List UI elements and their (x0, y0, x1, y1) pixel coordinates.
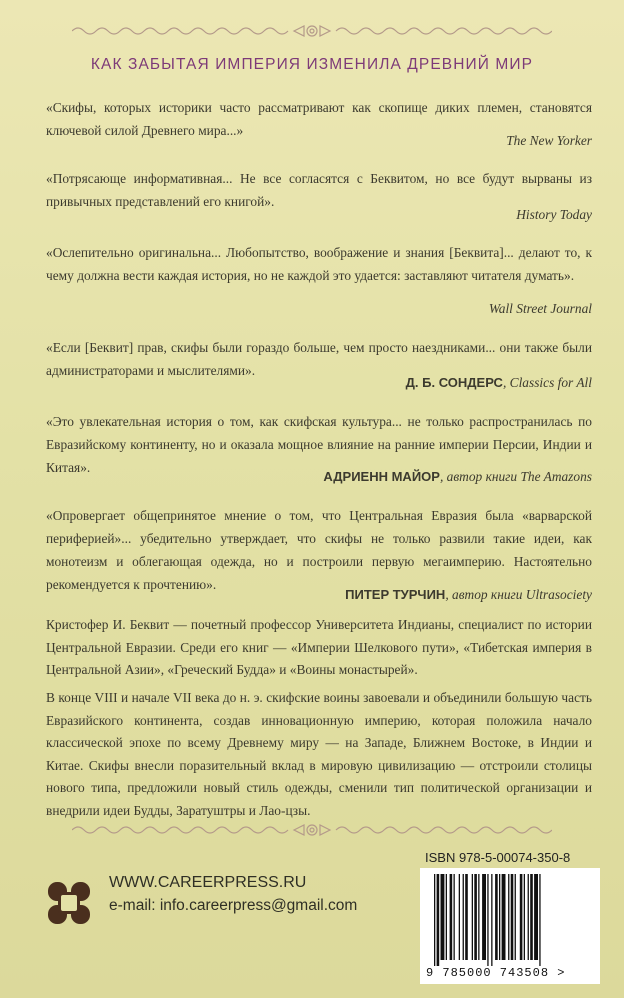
barcode-bar (520, 874, 523, 960)
quote-6-attribution: ПИТЕР ТУРЧИН, автор книги Ultrasociety (345, 587, 592, 602)
quote-3-text: «Ослепительно оригинальна... Любопытство, воображение и знания [Беквита]... делают то, к чему должна вести каждая история, но не каждой это удается: заставляют читателя думать». (46, 245, 592, 283)
book-description: В конце VIII и начале VII века до н. э. скифские воины завоевали и объединили большую часть Евразийского континента, создав инновационную империю, которая положила начало классической эпохе по всему Древнему миру — на Западе, Ближнем Востоке, в Индии и Китае. Скифы внесли поразительный вклад в мировую цивилизацию — отстроили столицы нового типа, предложили новый стиль одежды, сменили тип политической организации и внедрили идеи Будды, Заратуштры и Лао-цзы. (46, 690, 592, 818)
barcode-bar (478, 874, 479, 960)
barcode-bar (508, 874, 509, 960)
barcode-bar (434, 874, 435, 966)
quote-4-text: «Если [Беквит] прав, скифы были гораздо больше, чем просто наездниками... они также были администраторами и мыслителями». (46, 340, 592, 378)
barcode-bar (487, 874, 488, 966)
quote-2-source-name: History Today (516, 207, 592, 222)
barcode-bar (491, 874, 492, 966)
quote-3-source (489, 301, 592, 317)
quote-6-source: автор книги Ultrasociety (452, 587, 592, 602)
barcode-bar (459, 874, 460, 960)
barcode-bar (528, 874, 529, 960)
barcode-bar (511, 874, 514, 960)
quote-1-text: «Скифы, которых историки часто рассматривают как скопище диких племен, становятся ключевой силой Древнего мира...» (46, 100, 592, 138)
top-ornament (72, 24, 552, 38)
quote-1-source (506, 133, 592, 149)
quote-4-author: Д. Б. СОНДЕРС (405, 375, 503, 390)
barcode-bar (472, 874, 473, 960)
quote-5-attribution: АДРИЕНН МАЙОР, автор книги The Amazons (323, 469, 592, 484)
barcode-bar (530, 874, 533, 960)
barcode-bar (463, 874, 464, 960)
publisher-logo-icon (46, 880, 92, 926)
quote-6-text: «Опровергает общепринятое мнение о том, что Центральная Евразия была «варварской периферией»... убедительно утверждает, что скифы не только развили такие идеи, как монотеизм и облегающая одежда, но и построили первую мегаимперию. Настоятельно рекомендуется к прочтению». (46, 508, 592, 592)
quote-3-source-name: Wall Street Journal (488, 301, 592, 316)
barcode-bar (515, 874, 516, 960)
barcode-bar (495, 874, 498, 960)
barcode-bar (465, 874, 468, 960)
quote-6-author: ПИТЕР ТУРЧИН (345, 587, 446, 602)
quote-5-source: автор книги The Amazons (446, 469, 592, 484)
cover-title: КАК ЗАБЫТАЯ ИМПЕРИЯ ИЗМЕНИЛА ДРЕВНИЙ МИР (90, 56, 534, 73)
barcode-bar (437, 874, 440, 966)
bottom-ornament (72, 823, 552, 837)
barcode-bar (474, 874, 477, 960)
barcode-bar (539, 874, 540, 966)
publisher-website: WWW.CAREERPRESS.RU (109, 874, 307, 891)
barcode-bar (441, 874, 445, 960)
barcode (420, 868, 600, 984)
quote-1-source-name: The New Yorker (506, 133, 592, 148)
author-bio: Кристофер И. Беквит — почетный профессор Университета Индианы, специалист по истории Центральной Евразии. Среди его книг — «Империи Шелкового пути», «Тибетская империя в Центральной Азии», «Греческий Будда» и «Воины монастырей». (46, 617, 592, 677)
publisher-email: e-mail: info.careerpress@gmail.com (109, 897, 358, 914)
quote-2-source (516, 207, 592, 223)
barcode-bar (502, 874, 506, 960)
barcode-bar (524, 874, 525, 960)
isbn-label: ISBN 978-5-00074-350-8 (425, 850, 571, 865)
barcode-bar (534, 874, 538, 960)
barcode-bar (446, 874, 447, 960)
quote-4-source: Classics for All (509, 375, 592, 390)
quote-2-text: «Потрясающе информативная... Не все согласятся с Беквитом, но все будут вырваны из привычных представлений его книгой». (46, 171, 592, 209)
barcode-bar (450, 874, 453, 960)
barcode-bar (454, 874, 455, 960)
barcode-digits: 9 785000 743508 > (426, 966, 566, 980)
barcode-bar (499, 874, 500, 960)
quote-5-text: «Это увлекательная история о том, как скифская культура... не только распространилась по Евразийскому континенту, но и оказала мощное влияние на ранние империи Персии, Индии и Китая». (46, 414, 592, 475)
barcode-bar (482, 874, 486, 960)
quote-5-author: АДРИЕНН МАЙОР (323, 469, 440, 484)
quote-4-attribution: Д. Б. СОНДЕРС, Classics for All (405, 375, 592, 390)
